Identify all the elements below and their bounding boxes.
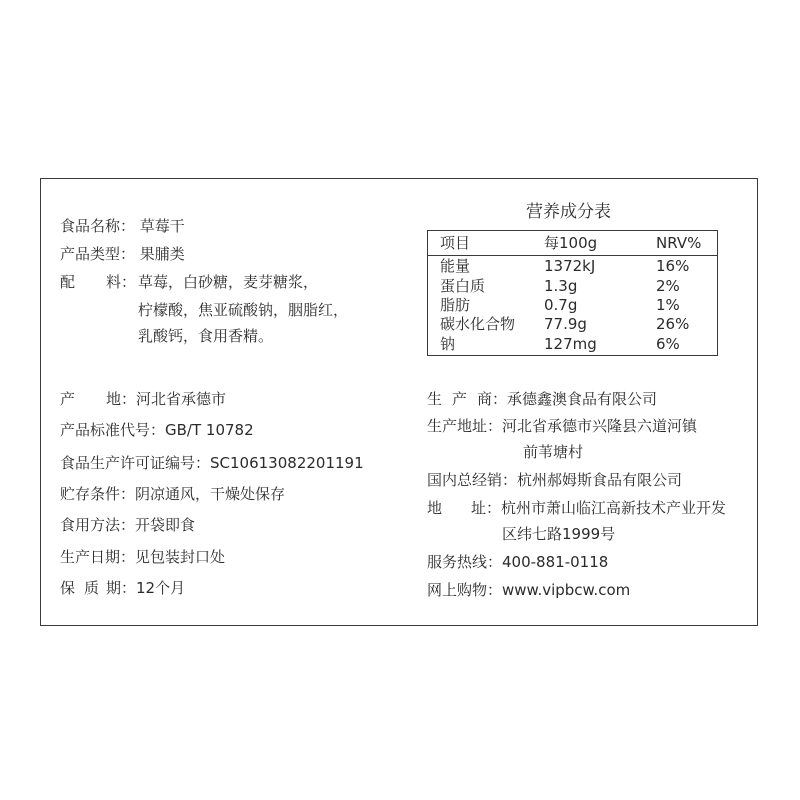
ingredients-line-3: 乳酸钙，食用香精。 xyxy=(138,327,274,345)
manufacturer-label-a: 生 xyxy=(427,390,443,408)
production-address-row xyxy=(427,416,697,436)
product-type-value: 果脯类 xyxy=(139,245,185,263)
nutrition-header-per: 每100g xyxy=(544,234,598,252)
online-shop-value[interactable]: www.vipbcw.com xyxy=(502,581,631,599)
shelf-life-label-b: 质 xyxy=(84,579,100,597)
distributor-value: 杭州郝姆斯食品有限公司 xyxy=(517,471,683,489)
nutrition-header-nrv: NRV% xyxy=(656,234,702,252)
manufacturer-value: 承德鑫澳食品有限公司 xyxy=(507,390,658,408)
manufacturer-char1 xyxy=(427,389,442,409)
standard-code-value: GB/T 10782 xyxy=(165,421,254,439)
shelf-life-char1 xyxy=(60,578,75,598)
shelf-life-row xyxy=(106,578,185,598)
distributor-address-label-b: 址： xyxy=(471,499,502,517)
distributor-address-char1 xyxy=(427,498,442,518)
usage-row xyxy=(60,515,195,535)
nutrition-row-per: 1.3g xyxy=(544,277,578,295)
standard-code-label: 产品标准代号： xyxy=(60,421,166,439)
ingredients-line-2: 柠檬酸，焦亚硫酸钠，胭脂红， xyxy=(138,301,349,319)
product-type-label: 产品类型： xyxy=(60,245,136,263)
storage-label: 贮存条件： xyxy=(60,485,136,503)
nutrition-row-per: 127mg xyxy=(544,335,597,353)
distributor-address-line-1: 杭州市萧山临江高新技术产业开发 xyxy=(501,499,727,517)
online-shop-label: 网上购物： xyxy=(427,581,503,599)
ingredients-row xyxy=(60,272,75,292)
food-name-value: 草莓干 xyxy=(139,217,185,235)
distributor-label: 国内总经销： xyxy=(427,471,518,489)
distributor-address-line-2: 区纬七路1999号 xyxy=(502,525,616,543)
production-date-label: 生产日期： xyxy=(60,548,136,566)
production-address-label: 生产地址： xyxy=(427,417,503,435)
distributor-address-label-a: 地 xyxy=(427,499,443,517)
standard-code-row xyxy=(60,420,254,440)
shelf-life-label-a: 保 xyxy=(60,579,76,597)
distributor-address-row xyxy=(471,498,726,518)
nutrition-row-item: 碳水化合物 xyxy=(440,315,516,333)
nutrition-header-item: 项目 xyxy=(440,234,471,252)
manufacturer-label-c: 商： xyxy=(477,390,508,408)
usage-value: 开袋即食 xyxy=(135,516,196,534)
shelf-life-label-c: 期： xyxy=(106,579,137,597)
nutrition-row-item: 脂肪 xyxy=(440,296,471,314)
manufacturer-label-b: 产 xyxy=(452,390,468,408)
nutrition-row-nrv: 16% xyxy=(656,257,690,275)
ingredients-line-1: 草莓，白砂糖，麦芽糖浆， xyxy=(138,273,319,291)
manufacturer-row xyxy=(477,389,657,409)
production-date-value: 见包装封口处 xyxy=(135,548,226,566)
nutrition-row-nrv: 2% xyxy=(656,277,680,295)
nutrition-row-nrv: 26% xyxy=(656,315,690,333)
production-date-row xyxy=(60,547,225,567)
nutrition-row-item: 钠 xyxy=(440,335,456,353)
origin-value: 河北省承德市 xyxy=(136,390,227,408)
nutrition-row-nrv: 1% xyxy=(656,296,680,314)
online-shop-row xyxy=(427,580,630,600)
nutrition-row-item: 蛋白质 xyxy=(440,277,486,295)
origin-label-b: 地： xyxy=(106,390,137,408)
origin-label-char1 xyxy=(60,389,75,409)
storage-row xyxy=(60,484,285,504)
nutrition-title: 营养成分表 xyxy=(526,202,611,222)
license-value: SC10613082201191 xyxy=(210,454,364,472)
license-row xyxy=(60,453,364,473)
usage-label: 食用方法： xyxy=(60,516,136,534)
hotline-label: 服务热线： xyxy=(427,553,503,571)
shelf-life-char2 xyxy=(84,578,99,598)
shelf-life-value: 12个月 xyxy=(136,579,186,597)
food-name-row xyxy=(60,216,185,236)
distributor-row xyxy=(427,470,682,490)
production-address-line-1: 河北省承德市兴隆县六道河镇 xyxy=(502,417,698,435)
nutrition-row-item: 能量 xyxy=(440,257,471,275)
product-type-row xyxy=(60,244,185,264)
nutrition-row-per: 0.7g xyxy=(544,296,578,314)
nutrition-row-nrv: 6% xyxy=(656,335,680,353)
nutrition-header-divider xyxy=(428,255,717,256)
production-address-line-2: 前苇塘村 xyxy=(523,443,584,461)
ingredients-label-rest xyxy=(106,272,136,292)
nutrition-row-per: 1372kJ xyxy=(544,257,596,275)
origin-label-a: 产 xyxy=(60,390,76,408)
origin-row xyxy=(106,389,226,409)
hotline-value: 400-881-0118 xyxy=(502,553,609,571)
ingredients-label-char2: 料： xyxy=(106,273,137,291)
ingredients-label-char1: 配 xyxy=(60,273,76,291)
storage-value: 阴凉通风，干燥处保存 xyxy=(135,485,286,503)
food-name-label: 食品名称： xyxy=(60,217,136,235)
hotline-row xyxy=(427,552,608,572)
manufacturer-char2 xyxy=(452,389,467,409)
license-label: 食品生产许可证编号： xyxy=(60,454,211,472)
nutrition-row-per: 77.9g xyxy=(544,315,587,333)
